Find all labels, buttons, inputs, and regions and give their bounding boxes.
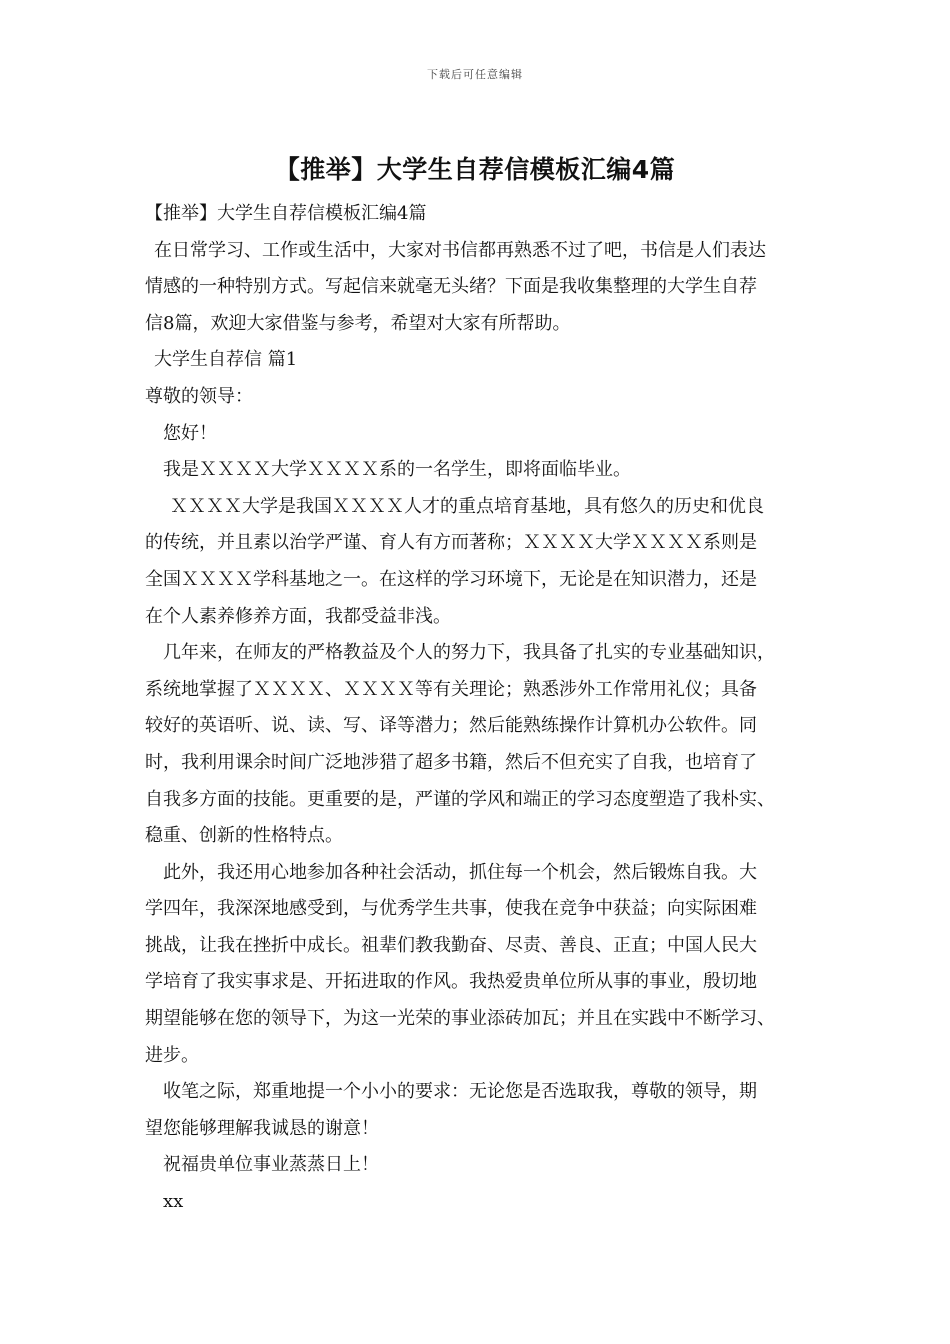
intro-line: 情感的一种特别方式。写起信来就毫无头绪？下面是我收集整理的大学生自荐	[145, 276, 757, 298]
paragraph-4	[145, 855, 825, 1075]
intro-paragraph	[145, 233, 825, 343]
paragraph-line: 望您能够理解我诚恳的谢意！	[145, 1117, 379, 1139]
intro-line: 在日常学习、工作或生活中，大家对书信都再熟悉不过了吧，书信是人们表达	[154, 239, 766, 261]
paragraph-2	[145, 489, 825, 635]
paragraph-5	[145, 1074, 825, 1147]
intro-line: 信8篇，欢迎大家借鉴与参考，希望对大家有所帮助。	[145, 312, 571, 334]
greeting: 您好！	[163, 422, 217, 444]
subtitle: 【推举】大学生自荐信模板汇编4篇	[145, 203, 427, 224]
header-note: 下载后可任意编辑	[427, 68, 523, 81]
paragraph-line: 挑战，让我在挫折中成长。祖辈们教我勤奋、尽责、善良、正直；中国人民大	[145, 934, 757, 956]
paragraph-line: 在个人素养修养方面，我都受益非浅。	[145, 605, 451, 627]
section-heading: 大学生自荐信 篇1	[154, 349, 298, 371]
paragraph-line: 稳重、创新的性格特点。	[145, 825, 343, 847]
paragraph-line: 时，我利用课余时间广泛地涉猎了超多书籍，然后不但充实了自我，也培育了	[145, 751, 757, 773]
paragraph-line: 全国ＸＸＸＸ学科基地之一。在这样的学习环境下，无论是在知识潜力，还是	[145, 568, 757, 590]
paragraph-line: 学培育了我实事求是、开拓进取的作风。我热爱贵单位所从事的事业，殷切地	[145, 971, 757, 993]
document-body	[145, 196, 825, 1221]
paragraph-line: 几年来，在师友的严格教益及个人的努力下，我具备了扎实的专业基础知识，	[163, 642, 775, 664]
paragraph-line: 学四年，我深深地感受到，与优秀学生共事，使我在竞争中获益；向实际困难	[145, 898, 757, 920]
paragraph-line: 收笔之际，郑重地提一个小小的要求：无论您是否选取我，尊敬的领导，期	[163, 1081, 757, 1103]
paragraph-line: 较好的英语听、说、读、写、译等潜力；然后能熟练操作计算机办公软件。同	[145, 715, 757, 737]
paragraph-line: 系统地掌握了ＸＸＸＸ、ＸＸＸＸ等有关理论；熟悉涉外工作常用礼仪；具备	[145, 678, 757, 700]
paragraph-3	[145, 635, 825, 855]
paragraph-line: 此外，我还用心地参加各种社会活动，抓住每一个机会，然后锻炼自我。大	[163, 861, 757, 883]
paragraph-line: 的传统，并且素以治学严谨、育人有方而著称；ＸＸＸＸ大学ＸＸＸＸ系则是	[145, 532, 757, 554]
paragraph-line: 进步。	[145, 1044, 199, 1066]
paragraph-1: 我是ＸＸＸＸ大学ＸＸＸＸ系的一名学生，即将面临毕业。	[163, 459, 631, 481]
salutation: 尊敬的领导：	[145, 385, 253, 407]
paragraph-line: 自我多方面的技能。更重要的是，严谨的学风和端正的学习态度塑造了我朴实、	[145, 788, 775, 810]
signature: xx	[163, 1191, 184, 1213]
paragraph-line: 期望能够在您的领导下，为这一光荣的事业添砖加瓦；并且在实践中不断学习、	[145, 1008, 775, 1030]
paragraph-line: ＸＸＸＸ大学是我国ＸＸＸＸ人才的重点培育基地，具有悠久的历史和优良	[170, 495, 764, 517]
document-title: 【推举】大学生自荐信模板汇编4篇	[274, 155, 676, 184]
closing: 祝福贵单位事业蒸蒸日上！	[163, 1154, 379, 1176]
